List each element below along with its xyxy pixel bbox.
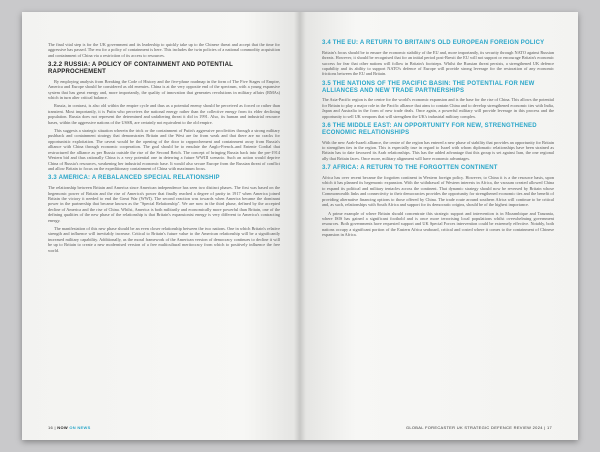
section-heading-pacific: 3.5 THE NATIONS OF THE PACIFIC BASIN: THE POTENTIAL FOR NEW ALLIANCES AND NEW TRADE PARTNERSHIPS [322,80,535,94]
left-column [48,42,280,256]
body-paragraph: A prime example of where Britain should concentrate this strategic support and intervention is in Mozambique and Tanzania, where ISIS has gained a significant foothold and is once more terrorising local populations whilst overwhelming government resources. Both governments have requested support and UK Special Forces intervention could be extremely effective. Notably, both nations occupy a significant portion of the Eastern Africa seaboard, critical and costed where it comes to the containment of Chinese expansion in Africa. [322,210,554,238]
right-page [300,12,578,440]
spine-gutter [294,12,306,440]
brand-name-a: NOW [57,425,68,430]
body-paragraph: The relationship between Britain and America since American independence has seen two distinct phases. The first was based on the hegemonic power of Britain and the rise of America's power that finally reached a degree of parity in 1917 when America joined Britain the victory it needed to end the Great War (WWI). The second reaction was towards when America became the dominant power in the partnership that became known as the "Special Relationship". We are now in the third phase, defined by the accepted decline of America and the rise of China. Whilst, America is both militarily and economically more powerful than Britain, one of the defining qualities of the new phase of the relationship is that Britain's expansionist energy is very different to America's contracting energy. [48,185,280,223]
right-page-footer [406,425,552,430]
brand-name-b: ON NEWS [69,425,91,430]
body-paragraph: The Asia-Pacific region is the centre for the world's economic expansion and is the base for the rise of China. This allows the potential for Britain to play a major role in the Pacific alliance that aims to contain China and to develop strengthened economic ties with India, Japan and Australia in the form of new trade deals. Once again, a powerful military will provide leverage in this process and the opportunity to sell UK weapons that will strengthen the UK's industrial military complex. [322,97,554,119]
left-page [22,12,300,440]
footer-separator: | [544,425,546,430]
right-column [322,40,554,241]
page-number: 17 [546,425,552,430]
page-number: 16 [48,425,54,430]
footer-separator: | [54,425,56,430]
section-heading-middle-east: 3.6 THE MIDDLE EAST: AN OPPORTUNITY FOR NEW, STRENGTHENED ECONOMIC RELATIONSHIPS [322,123,537,136]
left-page-footer [48,425,91,430]
body-paragraph: Russia, in contrast, is also old within the empire cycle and thus as a potential enemy should be perceived as forced or rather than transient. Most importantly, it is Putin who perceives the national energy rather than the collective energy from its elder declining population. Russia does not represent the determined and unfaltering threat it did in 1991. Also, its human and industrial resource bases, within the aggressive nations of the USSR, are certainly not equivalent to the old empire. [48,103,280,125]
body-paragraph: Britain's focus should be to ensure the economic stability of the EU and, more importantly, its security through NATO against Russian threats. However, it should be recognised that for an initial period post-Brexit the EU will not support or encourage Britain's economic success for fear that other nations will follow in Britain's footsteps. Whilst the Russian threat persists, a strengthened UK defence capability and its ability to support NATO's defence of Europe will provide strong leverage for the restoration of any economic frictions between the EU and Britain. [322,49,554,77]
section-heading-america: 3.3 AMERICA: A REBALANCED SPECIAL RELATIONSHIP [48,175,220,182]
section-heading-russia: 3.2.2 RUSSIA: A POLICY OF CONTAINMENT AND POTENTIAL RAPPROCHEMENT [48,62,233,76]
body-paragraph: With the new Arab-Israeli alliance, the centre of the region has entered a new phase of stability that provides an opportunity for Britain to strengthen ties in the region. This is especially true in regard to Israel with whom diplomatic relationships have been strained as Britain has to date favoured its Arab relationships. This has the added advantage that this group is set against Iran, the one regional ally that Britain faces. Once more, military alignment will have economic advantages. [322,139,554,161]
body-paragraph: This suggests a strategic situation wherein the trick or the containment of Putin's aggressive proclivities through a strong military pushback and containment strategy that demonstrates Britain and the West are far from weak and that there are no cracks for opportunistic exploitation. The caveat would be the opening of the door to rapprochement and containment away from Russia's alliance with China through economic cooperation. The goal should be to emulate the Anglo-French–and Entente Cordial that restructured the alliance as per Russia outside the rise of the Second Reich. The concept of bringing Russia back into the pre-1914 Western bid and thus rationally China is a very potential one in deterring a future WWIII scenario. Such an action would deprive China of Russia's resources, weakening her industrial economic base. It would also secure Europe from the Russian threat of conflict and allow Britain to focus on the expeditionary containment of China with maximum focus. [48,128,280,171]
intro-paragraph: The final vital step is for the UK government and its leadership to quickly take up to the Chinese threat and accept that the time for aggressive has passed. The era for a policy of containment is here. This includes the twin policies of a national commodity acquisition and containment of China via a restriction of its access to resources. [48,42,280,58]
publication-title: GLOBAL FORECASTER UK STRATEGIC DEFENCE REVIEW 2024 [405,425,543,430]
section-heading-africa: 3.7 AFRICA: A RETURN TO THE FORGOTTEN CONTINENT [322,165,498,172]
magazine-spread [22,12,578,440]
body-paragraph: The manifestation of this new phase should be an even closer relationship between the two nations. One in which Britain's relative strength and influence will inevitably increase. Critical to Britain's future value to the American relationship will be a significantly increased military capability. Additionally, as the moral framework of the American version of democracy continues to decline it will be up to Britain to create a new modernised version of a free multicultural meritocracy from which to positively influence the free world. [48,225,280,253]
body-paragraph: Africa has over recent became the forgotten continent in Western foreign policy. However, to China it is a the resource basis, upon which it has planned its hegemonic expansion. With the withdrawal of Western interests in Africa, the vacuum created allowed China to expand its political and military tentacles across the continent. That dynamic strategy should now be reversed by Britain whose Commonwealth links and connectivity to their democracies provides the opportunity for strengthened economic ties and the benefit of providing alternative financing options to those offered by China. The trade route around southern Africa will continue to be critical and, as such, relationships with South Africa and support for its democratic origins, should be of the highest importance. [322,175,554,208]
body-paragraph: By employing analysis from Breaking the Code of History and the five-phase roadmap in the form of The Five Stages of Empire, America and Europe should be considered as old enemies. China is at the very opposite end of the spectrum, with a young expansive system that has great energy and, more importantly, the quality of innovation that generates revolutions in military affairs (RMAs) which in turn alter critical balance. [48,78,280,101]
section-heading-eu: 3.4 THE EU: A RETURN TO BRITAIN'S OLD EUROPEAN FOREIGN POLICY [322,40,545,46]
